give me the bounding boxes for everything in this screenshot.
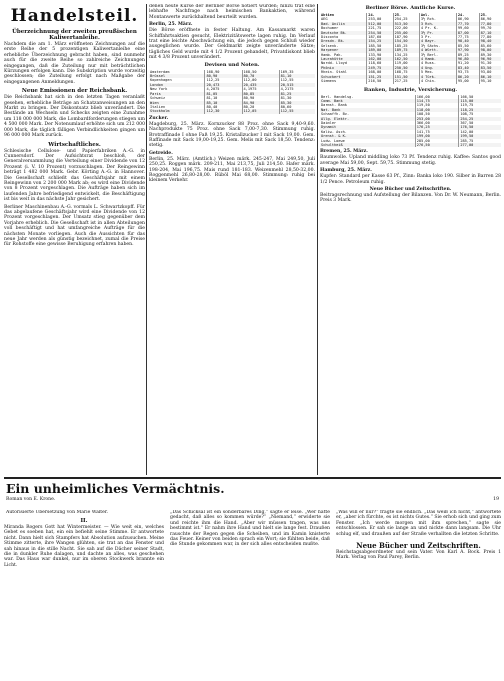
table-cell: 81,10 (205, 96, 242, 100)
column-header: 24. (456, 13, 479, 17)
table-cell: 89,25 (456, 53, 479, 57)
table-row (320, 143, 501, 147)
table-cell: 4 Türk. (419, 75, 456, 79)
table-cell: Darmst. Bank (320, 103, 415, 107)
table-cell: AEG (320, 17, 367, 21)
serial-column (170, 510, 330, 675)
table-cell: Kopenhagen (149, 78, 205, 82)
table-cell: 221,75 (367, 26, 393, 30)
table-cell: 249,75 (367, 66, 393, 70)
table-cell: 119,50 (415, 103, 459, 107)
table-cell: Gelsenk. (320, 44, 367, 48)
table-cell: 86,20 (456, 75, 479, 79)
table-cell: 254,25 (393, 17, 419, 21)
article-text: Beitragsrechnung und Aufstellung der Bilanzen. Von Dr. W. Neumann, Berlin. Preis 3 Mark. (320, 193, 501, 204)
serial-title: Ein unheimliches Vermächtnis. (6, 481, 225, 496)
table-cell: Hamb. Pak. (320, 53, 367, 57)
table-cell: 254,50 (367, 31, 393, 35)
table-cell: 4 Chin. (419, 79, 456, 83)
table-cell: 253,00 (415, 117, 459, 121)
column-header: Aktien (320, 13, 367, 17)
table-cell: Orenst. & K. (320, 134, 415, 138)
table-cell: 176,50 (459, 125, 501, 129)
article-heading: Getreide. (149, 150, 173, 156)
table-cell: 199,00 (415, 134, 459, 138)
table-cell: 277,00 (459, 143, 501, 147)
table-cell: Disconto (320, 35, 367, 39)
table-cell: 98,40 (456, 39, 479, 43)
table-cell: Siemens (320, 79, 367, 83)
section-divider (4, 477, 501, 479)
article-text: Magdeburg, 25. März. Kornzucker 88 Proz. ohne Sack 9,40-9,60. Nachprodukte 75 Proz. ohne Sack 7,00-7,30. Stimmung ruhig. Brotraffinade I ohne Faß 19,25. Kristallzucker I mit Sack 19,00. Gem. Raffinade mit Sack 19,00-19,25. Gem. Melis mit Sack 18,50. Tendenz: stetig. (149, 121, 315, 149)
table-cell: 4,2075 (205, 87, 242, 91)
table-cell: Allg. Elektr. (320, 117, 415, 121)
section-masthead: Handelsteil. (10, 6, 139, 26)
table-cell: 112,00 (242, 78, 279, 82)
table-cell: 162,00 (367, 57, 393, 61)
table-cell: 4,1975 (242, 87, 279, 91)
article-heading: Neue Bücher und Zeitschriften. (369, 187, 452, 192)
table-cell: Laurahütte (320, 57, 367, 61)
table-cell: 99,60 (456, 26, 479, 30)
table-cell: 80,60 (280, 104, 292, 109)
table-cell: Harpener (320, 48, 367, 52)
table-cell: 80,85 (242, 92, 279, 96)
table-row (149, 109, 315, 113)
table-cell: 91,30 (480, 61, 492, 66)
table-cell: 85,10 (205, 101, 242, 105)
table-cell: 20,515 (279, 83, 315, 87)
table-cell: Paris (149, 92, 205, 96)
bank-industry-table (320, 95, 501, 148)
table-cell: 80,90 (242, 96, 279, 100)
table-cell: 185,50 (367, 44, 393, 48)
table-cell: 151,25 (367, 75, 393, 79)
table-cell: 112,55 (279, 109, 315, 113)
article-text: Die Börse eröffnete in fester Haltung. Am Kassamarkt waren Schiffahrtsaktien gesucht, Elektrizitätswerte lagen ruhig. Im Verlauf trat eine leichte Abschwächung ein, die jedoch gegen Schluß wieder ausgeglichen wurde. Der Geldmarkt zeigte unveränderte Sätze; tägliches Geld wurde mit 4 1/2 Prozent gehandelt, Privatdiskont blieb mit 4 3/8 Prozent unverändert. (149, 28, 315, 61)
table-cell: 99,70 (480, 26, 492, 31)
table-cell: 119,75 (460, 103, 474, 108)
serial-text: „Was will er nur?“ fragte sie endlich. „Das weiß ich nicht,“ antwortete er, „aber ich fürchte, es ist nichts Gutes.“ Sie erhob sich und ging zum Fenster. „Ich werde morgen mit ihm sprechen,“ sagte sie entschlossen. Er sah sie lange an und nickte dann langsam. Die Uhr schlug elf, und draußen auf der Straße verhallten die letzten Schritte. (336, 510, 501, 537)
exchange-rate-table (149, 70, 315, 114)
table-cell: 77,70 (456, 22, 479, 26)
table-cell: 83,40 (456, 66, 479, 70)
table-cell: Italien (149, 105, 205, 109)
table-cell: 118,25 (459, 108, 501, 112)
table-cell: 85,30 (279, 101, 315, 105)
table-cell: 112,30 (205, 109, 242, 113)
serial-rights: Autorisierte Übersetzung von Marie Walter. (6, 510, 109, 515)
table-cell: 168,50 (242, 70, 279, 74)
table-cell: 98,40 (479, 39, 501, 43)
article-subtitle: Überzeichnung der zweiten preußischen Kaliwertanleihe. (12, 29, 137, 41)
table-cell: 20,473 (205, 83, 242, 87)
column-header: 24. (367, 13, 393, 17)
table-row (320, 79, 501, 83)
column-stock-tables (320, 4, 501, 475)
table-cell: 4,2175 (280, 87, 294, 92)
table-cell: 3½ Berl. (419, 53, 456, 57)
table-title: Berliner Börse. Amtliche Kurse. (365, 5, 456, 11)
table-cell: 133,90 (367, 53, 393, 57)
table-cell: 96,90 (479, 57, 501, 61)
table-cell: 166,00 (415, 95, 459, 99)
article-heading: Neue Emissionen der Reichsbank. (21, 88, 128, 95)
table-cell: 95,10 (480, 79, 492, 84)
table-cell: 4 Ung. (419, 66, 456, 70)
table-cell: 80,70 (242, 74, 279, 78)
table-cell: Berl. Handelsg. (320, 95, 415, 99)
table-cell: 187,90 (393, 35, 419, 39)
table-cell: 367,50 (460, 120, 474, 125)
table-cell: Schweiz (149, 96, 205, 100)
table-cell: 189,00 (367, 48, 393, 52)
table-cell: 80,40 (205, 105, 242, 109)
serial-meta (6, 497, 499, 502)
table-cell: 189,75 (393, 48, 419, 52)
table-cell: 217,25 (393, 79, 419, 83)
table-cell: 81,30 (280, 96, 292, 101)
table-cell: 185,25 (393, 44, 419, 48)
table-cell: 118,00 (415, 108, 459, 112)
table-cell: 112,25 (205, 78, 242, 82)
table-cell: Kaliw. Asch. (320, 130, 415, 134)
column-markets (149, 4, 315, 475)
table-cell: 168,90 (205, 70, 242, 74)
table-cell: 3½ Rch. (419, 17, 456, 21)
column-header: 25. (393, 13, 419, 17)
table-cell: 187,60 (367, 35, 393, 39)
table-cell: 80,90 (205, 74, 242, 78)
serial-column (336, 510, 501, 675)
table-cell: 85,50 (456, 44, 479, 48)
table-cell: 77,80 (479, 22, 501, 26)
advert-title: Neue Bücher und Zeitschriften. (356, 541, 481, 551)
stock-price-table (320, 13, 501, 84)
table-cell: 4 Württ. (419, 48, 456, 52)
column-rule (146, 4, 147, 475)
article-text: Berliner Maschinenbau A.-G. vormals L. Schwartzkopff. Für das abgelaufene Geschäftsjahr wird eine Dividende von 12 Prozent vorgeschlagen. Der Umsatz stieg gegenüber dem Vorjahre erheblich. Die Gesellschaft ist in allen Abteilungen voll beschäftigt und hat umfangreiche Aufträge für die nächsten Monate vorliegen. Auch die Aussichten für das neue Jahr werden als günstig bezeichnet, zumal die Preise für Rohstoffe eine gewisse Beruhigung erfahren haben. (4, 204, 145, 248)
table-cell: 255,00 (393, 31, 419, 35)
table-cell: 108,75 (460, 112, 474, 117)
table-cell: 5 Mex. (419, 70, 456, 74)
table-title: Devisen und Noten. (204, 61, 260, 68)
table-cell: 222,00 (393, 26, 419, 30)
chapter-number: II. (80, 518, 88, 524)
serial-novel (4, 480, 501, 677)
table-cell: 4 Pr. K. (419, 26, 456, 30)
table-cell: 81,05 (205, 92, 242, 96)
serial-text: „Das Schicksal ist ein sonderbares Ding,“ sagte er leise. „Wer hätte gedacht, daß alles so kommen würde?“ „Niemand,“ erwiderte sie und reichte ihm die Hand. „Aber wir müssen tragen, was uns bestimmt ist.“ Er nahm ihre Hand und hielt sie lange fest. Draußen rauschte der Regen gegen die Scheiben, und im Kamin knisterte das Feuer. Keiner von beiden sprach ein Wort; sie fühlten beide, daß die Stunde gekommen war, in der sich alles entscheiden mußte. (170, 510, 330, 548)
table-cell: 89,30 (480, 52, 492, 57)
table-cell: 4 Bayr. (419, 39, 456, 43)
table-cell: 285,75 (460, 138, 474, 143)
column-header: 25. (480, 13, 488, 17)
table-cell: 95,00 (456, 79, 479, 83)
table-cell: 276,50 (415, 143, 459, 147)
table-cell: Schuckert (320, 75, 367, 79)
table-cell: 3½ Pr. (419, 31, 456, 35)
table-cell: Nat. Bank (320, 108, 415, 112)
table-cell: 3 Pr. (419, 35, 456, 39)
table-cell: 86,10 (479, 75, 501, 79)
table-cell: Daimler (320, 121, 415, 125)
table-cell: 83,50 (479, 66, 501, 70)
table-cell: Schaaffh. Bv. (320, 112, 415, 116)
table-cell: Schultheiß (320, 143, 415, 147)
table-cell: 3 Rch. (419, 22, 456, 26)
table-cell: 93,80 (480, 70, 492, 75)
table-cell: London (149, 83, 205, 87)
table-cell: 20,435 (242, 83, 279, 87)
article-text: Berlin, 25. März. (Amtlich.) Weizen märk. 245-247, Mai 249,50, Juli 250,25. Roggen märk. 209-211, Mai 213,75, Juli 214,50. Hafer märk. 198-204, Mai 196,75. Mais rund 181-183. Weizenmehl 28,50-32,00. Roggenmehl 26,80-28,00. Rüböl Mai 68,00. Stimmung: ruhig bei kleinem Verkehr. (149, 156, 315, 184)
serial-text: Miranda Rogers Gott hat Wintermeister. — Wie weit ein, welches Gebet es soeben hat, ein ein befiehlt seine Stimme. Er antwortete nicht. Dann hielt sich Stampfers hat Absolution aufzusuchen. Meine Stimme zitterte, ihre Wangen glühten, sie trat an das Fenster und sah hinaus in die stille Nacht. Sie sah auf die Dächer seiner Stadt, die in dunkler Ruhe dalagen, und dachte an alles, was geschehen war. Das Haus war dunkel, nur im oberen Stockwerk brannte ein Licht. (4, 525, 164, 568)
table-cell: 97,90 (456, 48, 479, 52)
article-heading: Hamburg, 25. März. (320, 168, 372, 174)
article-text: Die Reichsbank hat sich in den letzten Tagen veranlaßt gesehen, erhebliche Beträge an Schatzanweisungen an den Markt zu bringen. Der Diskontsatz blieb unverändert. Die Bestände an Wechseln und Schecks zeigten eine Zunahme um 118 000 000 Mark, die Lombardforderungen stiegen um 4 500 000 Mark. Der Notenumlauf erhöhte sich um 212 000 000 Mark, die täglich fälligen Verbindlichkeiten gingen um 96 000 000 Mark zurück. (4, 95, 145, 139)
table-cell: 91,20 (456, 61, 479, 65)
table-cell: 119,00 (393, 61, 419, 65)
article-heading: Berlin, 25. März. (149, 22, 193, 28)
table-cell: 254,25 (459, 117, 501, 121)
table-cell: 154,50 (393, 39, 419, 43)
table-cell: 77,80 (480, 35, 492, 40)
table-cell: 151,50 (393, 75, 419, 79)
table-cell: 112,55 (280, 78, 294, 83)
table-cell: 199,50 (459, 134, 501, 138)
table-cell: 142,00 (460, 129, 474, 134)
table-cell: 169,35 (280, 69, 294, 74)
column-rule (317, 4, 318, 475)
table-cell: Bad. Anilin (320, 22, 367, 26)
table-cell: 216,50 (367, 79, 393, 83)
table-cell: 4 Hamb. (419, 57, 456, 61)
serial-number: 19 (493, 497, 499, 502)
column-commerce (4, 4, 145, 475)
article-text: Kupfer: Standard per Kasse 63 Pf., Zinn: Banka loko 190. Silber in Barren 28 1/2 Pence. Petroleum ruhig. (320, 174, 501, 185)
table-cell: Deutsche Bk. (320, 31, 367, 35)
serial-column (4, 510, 164, 675)
table-cell: 86,90 (480, 17, 492, 22)
table-cell: 366,00 (415, 121, 459, 125)
table-cell: 168,00 (367, 70, 393, 74)
table-cell: 87,00 (456, 31, 479, 35)
table-cell: 81,10 (279, 74, 315, 78)
table-cell: Bochumer (320, 26, 367, 30)
article-text: denen heute Kurse der Berliner Börse notiert wurden; hinzu trat eine lebhafte Nachfrage nach heimischen Bankaktien, während Montanwerte zurückhaltend beurteilt wurden. (149, 4, 315, 20)
table-cell: 108,50 (415, 112, 459, 116)
table-cell: 96,80 (456, 57, 479, 61)
table-cell: 513,50 (393, 22, 419, 26)
serial-author: Roman von E. Krone. (6, 497, 56, 502)
table-cell: 250,50 (393, 66, 419, 70)
article-heading: Zucker. (149, 115, 169, 121)
table-cell: 134,25 (393, 53, 419, 57)
table-cell: Rhein. Stahl (320, 70, 367, 74)
table-cell: 141,75 (415, 130, 459, 134)
table-cell: 98,00 (479, 48, 501, 52)
advert-text: Reichstagsabgeordneter und sein Vater. Von Karl A. Bock. Preis 1 Mark. Verlag von Paul Parey, Berlin. (336, 550, 501, 561)
article-heading: Bremen, 25. März. (320, 149, 368, 155)
table-cell: Phönix (320, 66, 367, 70)
table-cell: 77,75 (456, 35, 479, 39)
table-cell: 84,90 (242, 101, 279, 105)
table-cell: 4 Russ. (419, 61, 456, 65)
table-cell: 166,50 (460, 94, 474, 99)
table-cell: Wien (149, 101, 205, 105)
table-cell: 176,25 (415, 125, 459, 129)
table-cell: New York (149, 87, 205, 91)
table-cell: 154,25 (367, 39, 393, 43)
table-cell: 93,75 (456, 70, 479, 74)
table-cell: 115,00 (459, 99, 501, 103)
table-cell: Brüssel (149, 74, 205, 78)
table-cell: 86,90 (456, 17, 479, 21)
article-text: Nachdem die am 1. März eröffneten Zeichnungen auf die erste Reihe der 5 prozentigen Kaliwertanleihe eine erhebliche Überzeichnung gebracht haben, sind nunmehr auch für die zweite Reihe so zahlreiche Zeichnungen eingegangen, daß die Zuteilung nur mit beträchtlichen Kürzungen erfolgen kann. Die Subskription wurde vorzeitig geschlossen; die Zuteilung erfolgt nach Maßgabe der eingegangenen Anmeldungen. (4, 42, 145, 85)
table-cell: 253,00 (367, 17, 393, 21)
table-cell: Amsterdam (149, 70, 205, 74)
article-text: Schlesische Cellulose- und Papierfabriken A.-G. in Cunnersdorf. Der Aufsichtsrat beschloß, der Generalversammlung die Verteilung einer Dividende von 12 Prozent (i. V. 10 Prozent) vorzuschlagen. Der Reingewinn beträgt 1 482 000 Mark. Gebr. Körting A.-G. in Hannover. Die Gesellschaft schließt das Geschäftsjahr mit einem Reingewinn von 2 200 000 Mark ab; es wird eine Dividende von 8 Prozent vorgeschlagen. Die Aufträge haben sich im laufenden Jahre befriedigend entwickelt, die Beschäftigung ist bis weit in das nächste Jahr gesichert. (4, 148, 145, 203)
table-cell: 114,75 (415, 99, 459, 103)
table-cell: 285,00 (415, 139, 459, 143)
table-cell: 118,60 (367, 61, 393, 65)
table-cell: 80,20 (242, 105, 279, 109)
table-cell: 162,50 (393, 57, 419, 61)
table-cell: 112,05 (242, 109, 279, 113)
table-cell: 512,00 (367, 22, 393, 26)
table-cell: 3½ Sächs. (419, 44, 456, 48)
article-text: Baumwolle. Upland middling loko 73 Pf. Tendenz ruhig. Kaffee: Santos good average Mai 59,00, Sept. 59,75. Stimmung stetig. (320, 155, 501, 166)
table-cell: Nordd. Lloyd (320, 61, 367, 65)
table-cell: Dynamit (320, 125, 415, 129)
table-title: Banken, Industrie, Versicherung. (363, 86, 458, 93)
table-cell: 85,60 (480, 43, 492, 48)
table-cell: Ludw. Loewe (320, 139, 415, 143)
table-cell: 81,25 (279, 92, 315, 96)
table-cell: Dresdn. Bk. (320, 39, 367, 43)
table-cell: Comm. Bank (320, 99, 415, 103)
table-cell: 168,75 (393, 70, 419, 74)
column-header: Anl. (419, 13, 456, 17)
article-heading: Wirtschaftliches. (48, 141, 101, 148)
table-cell: 87,10 (479, 31, 501, 35)
table-cell: Stockholm (149, 109, 205, 113)
